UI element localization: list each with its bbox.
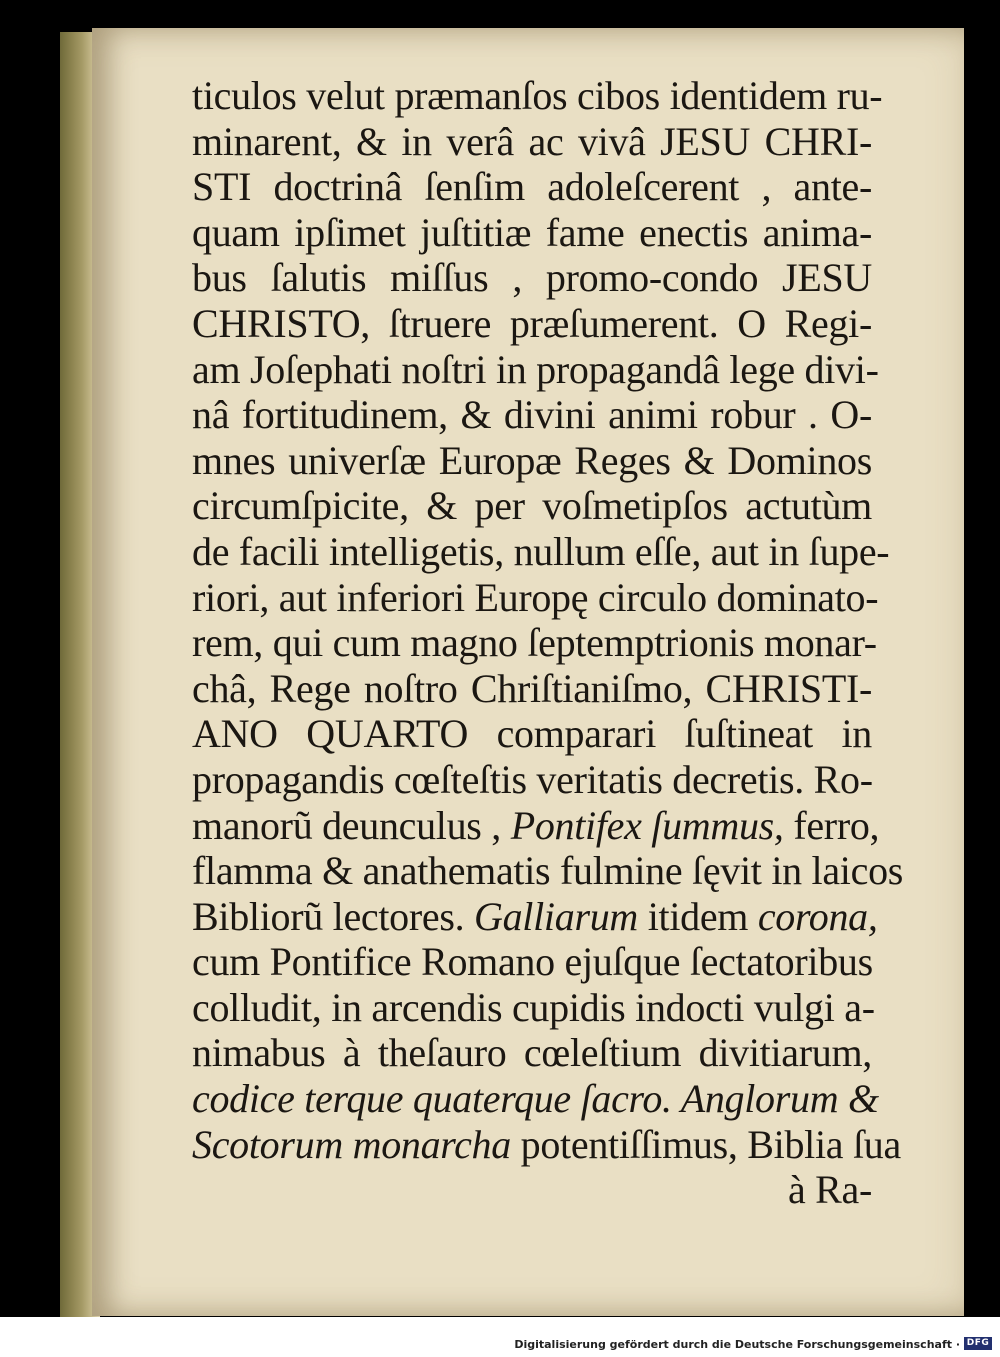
funding-credit: Digitalisierung gefördert durch die Deutsche Forschungsgemeinschaft · [514, 1338, 960, 1351]
text-line: minarent, & in verâ ac vivâ JESU CHRI- [192, 118, 872, 164]
text-line: nimabus à theſauro cœleſtium divitiarum, [192, 1030, 872, 1076]
dfg-logo: DFG [964, 1337, 992, 1350]
text-span: Bibliorũ lectores. [192, 893, 475, 939]
text-line: de facili intelligetis, nullum eſſe, aut in ſupe- [192, 528, 890, 574]
footer-bar [0, 1317, 1000, 1357]
text-line: rem, qui cum magno ſeptemptrionis monar- [192, 620, 877, 666]
text-line: ticulos velut præmanſos cibos identidem ru- [192, 73, 883, 118]
text-line: flamma & anathematis fulmine ſęvit in laicos [192, 848, 904, 894]
text-line: STI doctrinâ ſenſim adoleſcerent , ante- [192, 164, 872, 210]
text-line: nâ fortitudinem, & divini animi robur . O- [192, 392, 872, 438]
text-span: manorũ deunculus , [192, 802, 511, 848]
text-line: riori, aut inferiori Europę circulo dominato- [192, 574, 879, 620]
page-text [192, 73, 904, 1213]
text-line: am Joſephati noſtri in propagandâ lege divi- [192, 346, 879, 392]
italic-span: corona, [757, 893, 878, 939]
text-line: bus ſalutis miſſus , promo-condo JESU [192, 255, 872, 301]
italic-span: Pontifex ſummus, [510, 802, 784, 848]
text-line: mnes univerſæ Europæ Reges & Dominos [192, 437, 872, 483]
text-span: itidem [638, 893, 758, 939]
text-line: colludit, in arcendis cupidis indocti vulgi a- [192, 984, 875, 1030]
text-line [192, 802, 880, 849]
text-line [192, 893, 878, 940]
italic-span: codice terque quaterque ſacro. Anglorum & [192, 1076, 879, 1122]
text-line [192, 1121, 901, 1168]
text-line [192, 1076, 879, 1122]
text-line: CHRISTO, ſtruere præſumerent. O Regi- [192, 300, 872, 346]
text-line: châ, Rege noſtro Chriſtianiſmo, CHRISTI- [192, 665, 872, 711]
text-line: propagandis cœſteſtis veritatis decretis. Ro- [192, 756, 873, 802]
text-line: quam ipſimet juſtitiæ fame enectis anima- [192, 209, 872, 255]
text-span: potentiſſimus, Biblia ſua [510, 1121, 901, 1167]
text-line: ANO QUARTO comparari ſuſtineat in [192, 711, 872, 757]
text-line: circumſpicite, & per voſmetipſos actutùm [192, 483, 872, 529]
catchword: à Ra- [787, 1167, 872, 1213]
text-line: cum Pontifice Romano ejuſque ſectatoribus [192, 939, 873, 985]
text-span: ferro, [783, 802, 880, 848]
italic-span: Scotorum monarcha [192, 1121, 511, 1167]
italic-span: Galliarum [474, 893, 638, 939]
